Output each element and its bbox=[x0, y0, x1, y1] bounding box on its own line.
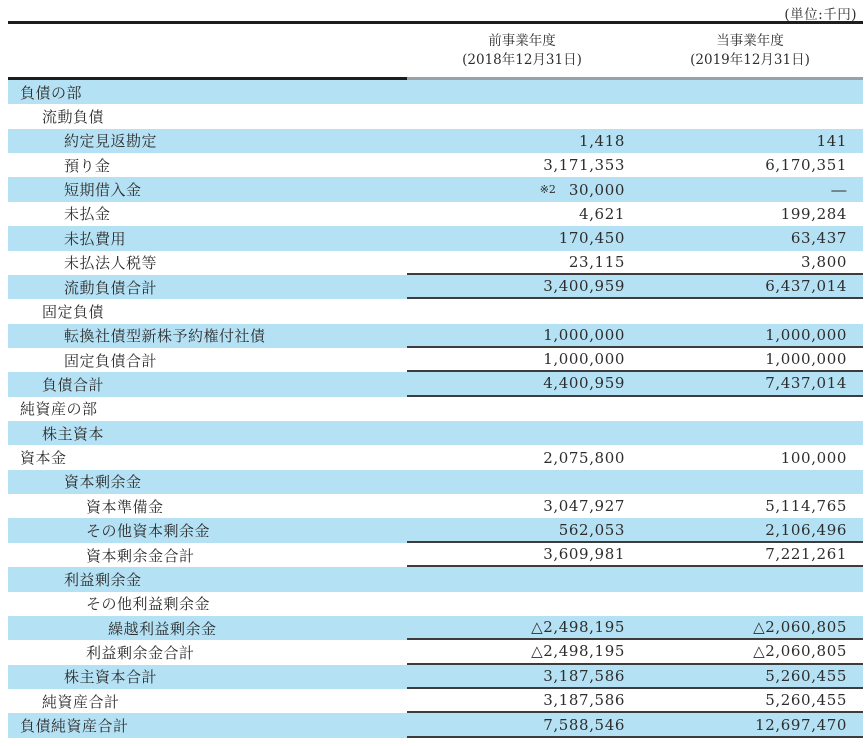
value-prior-year bbox=[407, 397, 637, 421]
value-text: 562,053 bbox=[558, 520, 625, 539]
value-text: 12,697,470 bbox=[755, 715, 847, 734]
value-current-year bbox=[637, 445, 863, 469]
value-text: △2,060,805 bbox=[753, 618, 847, 637]
value-text: △2,060,805 bbox=[753, 642, 847, 661]
row-label: 約定見返勘定 bbox=[64, 132, 158, 151]
table-row bbox=[8, 129, 863, 153]
row-label: 純資産の部 bbox=[20, 400, 98, 419]
row-label: その他利益剰余金 bbox=[86, 595, 211, 614]
value-prior-year bbox=[407, 275, 637, 299]
table-row bbox=[8, 543, 863, 567]
value-text: 2,075,800 bbox=[543, 448, 625, 467]
value-text: 2,106,496 bbox=[765, 520, 847, 539]
prior-year-period: 前事業年度 bbox=[488, 32, 556, 49]
table-row bbox=[8, 494, 863, 518]
row-label: 繰越利益剰余金 bbox=[108, 619, 217, 638]
unit-label: (単位:千円) bbox=[784, 7, 857, 23]
value-current-year bbox=[637, 177, 863, 201]
row-label: 株主資本合計 bbox=[64, 668, 158, 687]
value-text: 3,187,586 bbox=[543, 666, 625, 685]
value-prior-year bbox=[407, 470, 637, 494]
value-current-year bbox=[637, 275, 863, 299]
row-label: 流動負債 bbox=[42, 108, 105, 127]
value-text: 1,000,000 bbox=[765, 325, 847, 344]
value-current-year bbox=[637, 299, 863, 323]
table-row bbox=[8, 592, 863, 616]
value-current-year bbox=[637, 592, 863, 616]
value-prior-year bbox=[407, 372, 637, 396]
table-row bbox=[8, 251, 863, 275]
row-label: 資本準備金 bbox=[86, 497, 164, 516]
value-text: 1,000,000 bbox=[543, 350, 625, 369]
value-text: 7,588,546 bbox=[543, 715, 625, 734]
value-current-year bbox=[637, 518, 863, 542]
row-label: 短期借入金 bbox=[64, 181, 142, 200]
value-text: 1,000,000 bbox=[543, 325, 625, 344]
value-prior-year bbox=[407, 202, 637, 226]
value-current-year bbox=[637, 324, 863, 348]
value-prior-year bbox=[407, 616, 637, 640]
value-text: 199,284 bbox=[780, 204, 847, 223]
table-row bbox=[8, 397, 863, 421]
value-prior-year bbox=[407, 689, 637, 713]
table-row bbox=[8, 421, 863, 445]
value-text: ― bbox=[831, 180, 847, 199]
row-label: 転換社債型新株予約権付社債 bbox=[64, 327, 266, 346]
value-current-year bbox=[637, 251, 863, 275]
value-current-year bbox=[637, 665, 863, 689]
row-label: 利益剰余金 bbox=[64, 570, 142, 589]
row-label: 未払法人税等 bbox=[64, 254, 158, 273]
value-current-year bbox=[637, 616, 863, 640]
value-text: 6,170,351 bbox=[765, 156, 847, 175]
current-year-date: (2019年12月31日) bbox=[690, 51, 810, 68]
value-text: △2,498,195 bbox=[531, 642, 625, 661]
value-text: 1,000,000 bbox=[765, 350, 847, 369]
column-headers bbox=[8, 24, 863, 77]
table-row bbox=[8, 665, 863, 689]
value-text: 3,400,959 bbox=[543, 277, 625, 296]
table-row bbox=[8, 445, 863, 469]
row-label: 資本金 bbox=[20, 449, 67, 468]
value-current-year bbox=[637, 640, 863, 664]
value-current-year bbox=[637, 421, 863, 445]
value-text: △2,498,195 bbox=[531, 618, 625, 637]
value-text: 4,621 bbox=[579, 204, 625, 223]
value-text: 30,000 bbox=[568, 180, 625, 199]
table-row bbox=[8, 104, 863, 128]
value-prior-year bbox=[407, 421, 637, 445]
value-current-year bbox=[637, 372, 863, 396]
row-label: 固定負債合計 bbox=[64, 351, 158, 370]
row-label: 負債合計 bbox=[42, 375, 105, 394]
table-row bbox=[8, 80, 863, 104]
value-prior-year bbox=[407, 665, 637, 689]
value-prior-year bbox=[407, 299, 637, 323]
value-text: 141 bbox=[816, 131, 847, 150]
value-text: 7,437,014 bbox=[765, 374, 847, 393]
value-text: 4,400,959 bbox=[543, 374, 625, 393]
footnote-reference: ※2 bbox=[539, 183, 556, 197]
value-prior-year bbox=[407, 177, 637, 201]
value-text: 5,260,455 bbox=[765, 691, 847, 710]
row-label: 資本剰余金合計 bbox=[86, 546, 195, 565]
value-current-year bbox=[637, 129, 863, 153]
row-label: 預り金 bbox=[64, 156, 111, 175]
table-row bbox=[8, 153, 863, 177]
value-prior-year bbox=[407, 567, 637, 591]
current-year-period: 当事業年度 bbox=[716, 32, 784, 49]
table-row bbox=[8, 202, 863, 226]
value-current-year bbox=[637, 153, 863, 177]
value-prior-year bbox=[407, 80, 637, 104]
table-row bbox=[8, 299, 863, 323]
value-current-year bbox=[637, 348, 863, 372]
table-body bbox=[8, 80, 863, 738]
value-text: 7,221,261 bbox=[765, 545, 847, 563]
value-prior-year bbox=[407, 592, 637, 616]
table-row bbox=[8, 372, 863, 396]
prior-year-date: (2018年12月31日) bbox=[462, 51, 582, 68]
value-text: 3,187,586 bbox=[543, 691, 625, 710]
value-prior-year bbox=[407, 251, 637, 275]
value-text: 1,418 bbox=[579, 131, 625, 150]
row-label: 株主資本 bbox=[42, 424, 105, 443]
value-current-year bbox=[637, 494, 863, 518]
value-text: 3,800 bbox=[801, 252, 847, 271]
value-prior-year bbox=[407, 104, 637, 128]
row-label: その他資本剰余金 bbox=[86, 522, 211, 541]
value-current-year bbox=[637, 543, 863, 567]
row-label: 負債の部 bbox=[20, 83, 83, 102]
value-prior-year bbox=[407, 324, 637, 348]
row-label: 負債純資産合計 bbox=[20, 717, 129, 736]
table-row bbox=[8, 518, 863, 542]
table-row bbox=[8, 470, 863, 494]
value-text: 63,437 bbox=[790, 229, 847, 248]
value-current-year bbox=[637, 470, 863, 494]
value-text: 23,115 bbox=[568, 252, 625, 271]
row-label: 資本剰余金 bbox=[64, 473, 142, 492]
table-row bbox=[8, 713, 863, 737]
table-row bbox=[8, 616, 863, 640]
value-current-year bbox=[637, 226, 863, 250]
table-row bbox=[8, 177, 863, 201]
value-current-year bbox=[637, 202, 863, 226]
value-prior-year bbox=[407, 445, 637, 469]
value-text: 100,000 bbox=[780, 448, 847, 467]
value-text: 3,609,981 bbox=[543, 545, 625, 563]
table-row bbox=[8, 567, 863, 591]
value-text: 3,171,353 bbox=[543, 156, 625, 175]
value-prior-year bbox=[407, 348, 637, 372]
value-prior-year bbox=[407, 543, 637, 567]
value-prior-year bbox=[407, 153, 637, 177]
value-current-year bbox=[637, 713, 863, 737]
value-text: 170,450 bbox=[558, 229, 625, 248]
row-label: 純資産合計 bbox=[42, 692, 120, 711]
value-prior-year bbox=[407, 518, 637, 542]
value-text: 5,260,455 bbox=[765, 666, 847, 685]
value-prior-year bbox=[407, 494, 637, 518]
row-label: 未払費用 bbox=[64, 229, 127, 248]
value-text: 3,047,927 bbox=[543, 497, 625, 516]
value-current-year bbox=[637, 80, 863, 104]
row-label: 未払金 bbox=[64, 205, 111, 224]
value-current-year bbox=[637, 567, 863, 591]
table-row bbox=[8, 689, 863, 713]
column-header-current-year bbox=[637, 32, 863, 70]
value-current-year bbox=[637, 397, 863, 421]
value-prior-year bbox=[407, 713, 637, 737]
table-row bbox=[8, 226, 863, 250]
table-row bbox=[8, 348, 863, 372]
value-prior-year bbox=[407, 129, 637, 153]
value-prior-year bbox=[407, 640, 637, 664]
table-row bbox=[8, 324, 863, 348]
value-text: 5,114,765 bbox=[765, 497, 847, 516]
row-label: 流動負債合計 bbox=[64, 278, 158, 297]
value-current-year bbox=[637, 104, 863, 128]
value-prior-year bbox=[407, 226, 637, 250]
table-row bbox=[8, 640, 863, 664]
row-label: 固定負債 bbox=[42, 302, 105, 321]
value-current-year bbox=[637, 689, 863, 713]
row-label: 利益剰余金合計 bbox=[86, 643, 195, 662]
column-header-prior-year bbox=[407, 32, 637, 70]
table-row bbox=[8, 275, 863, 299]
value-text: 6,437,014 bbox=[765, 277, 847, 296]
